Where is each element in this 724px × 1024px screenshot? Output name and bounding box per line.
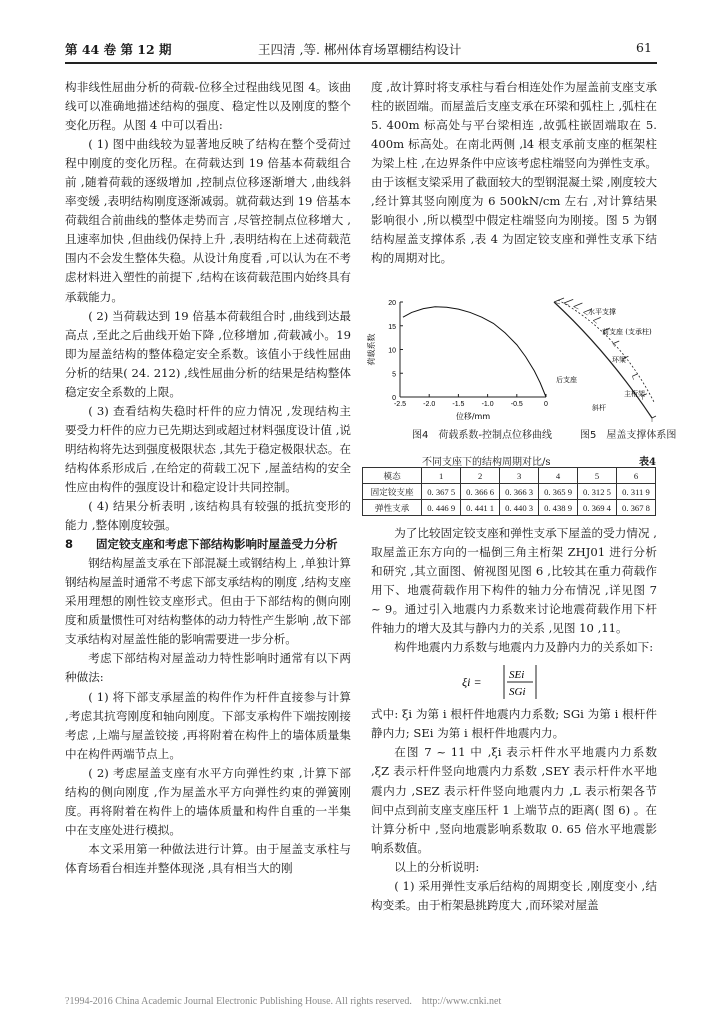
- left-column-paragraph: ( 4) 结果分析表明 ,该结构具有较强的抵抗变形的能力 ,整体刚度较强。: [65, 499, 351, 533]
- fig4-y-tick-label: 5: [392, 371, 396, 379]
- table-cell: 0. 441 1: [461, 500, 500, 516]
- left-column-paragraph: ( 1) 将下部支承屋盖的构件作为杆件直接参与计算 ,考虑其抗弯刚度和轴向刚度。下部支承构件下端按刚接考虑 ,上端与屋盖铰接 ,再将附着在构件上的墙体质量集中在构件两端节点上。: [65, 689, 351, 761]
- fig4-x-tick-label: -1.0: [481, 401, 494, 408]
- fig5-truss-member: [593, 317, 601, 320]
- right-after-formula-paragraph: ( 1) 采用弹性支承后结构的周期变长 ,刚度变小 ,结构变柔。由于桁架悬挑跨度大 ,而环梁对屋盖: [371, 878, 657, 912]
- fig5-outer-ring: [554, 302, 652, 418]
- fig4-y-axis-label: 荷载系数: [367, 333, 376, 366]
- table-header-cell: 模态: [363, 468, 422, 484]
- header-rule: [65, 62, 657, 64]
- table-cell: 0. 366 3: [500, 484, 539, 500]
- right-bottom-paragraph: 构件地震内力系数与地震内力及静内力的关系如下:: [394, 640, 654, 655]
- fig5-truss-member: [632, 374, 637, 376]
- fig4-y-tick-label: 10: [388, 347, 396, 355]
- right-top-paragraph: 度 ,故计算时将支承柱与看台相连处作为屋盖前支座支承柱的嵌固端。而屋盖后支座支承在环梁和弧柱上 ,弧柱在 5. 400m 标高处与平台梁相连 ,故弧柱嵌固端取在 5. 400m 标高处。在南北两侧 ,l4 根支承前支座的框架柱为梁上柱 ,在边界条件中应该考虑柱端竖向为弹性支承。由于该框支梁采用了截面较大的型钢混凝土梁 ,刚度较大 ,经计算其竖向刚度为 6 500kN/cm 左右 ,对计算结果影响很小 ,所以模型中假定柱端竖向为刚接。图 5 为钢结构屋盖支撑体系 ,表 4 为固定铰支座和弹性支承下结构的周期对比。: [371, 80, 657, 266]
- table-header-cell: 2: [461, 468, 500, 484]
- fig4-x-axis-label: 位移/mm: [455, 412, 491, 421]
- fig4-y-tick-label: 15: [388, 323, 396, 331]
- fig5-diagonal-member: [583, 312, 587, 315]
- fig5-diagonal-member: [593, 321, 597, 324]
- copyright-footer: ?1994-2016 China Academic Journal Electronic Publishing House. All rights reserved. http://www.cnki.net: [65, 996, 502, 1007]
- left-column-paragraph: 构非线性屈曲分析的荷载-位移全过程曲线见图 4。该曲线可以准确地描述结构的强度、稳定性以及刚度的整个变化历程。从图 4 中可以看出:: [65, 80, 351, 133]
- right-after-formula-paragraph: 在图 7 ~ 11 中 ,ξi 表示杆件水平地震内力系数 ,ξZ 表示杆件竖向地震内力系数 ,SEY 表示杆件水平地震内力 ,SEZ 表示杆件竖向地震内力 ,L 表示桁架各节间中点到前支座支座压杆 1 上端节点的距离( 图 6) 。在计算分析中 ,竖向地震影响系数取 0. 65 倍水平地震影响系数值。: [371, 745, 657, 855]
- left-column-paragraph: ( 3) 查看结构失稳时杆件的应力情况 ,发现结构主要受力杆件的应力已先期达到或超过材料强度设计值 ,说明结构将先达到强度极限状态 ,其先于稳定极限状态。在结构体系形成后 ,在给定的荷载工况下 ,屋盖结构的安全性应由构件的强度设计和稳定设计共同控制。: [65, 403, 351, 494]
- table-header-cell: 3: [500, 468, 539, 484]
- fig5-diagonal-member: [632, 376, 633, 380]
- fig5-truss-member: [564, 299, 573, 303]
- table-header-cell: 5: [578, 468, 617, 484]
- fig5-truss-member: [652, 416, 656, 418]
- table-title: 不同支座下的结构周期对比/s: [422, 457, 551, 468]
- table-cell: 0. 438 9: [539, 500, 578, 516]
- fig4-caption: 图4 荷载系数-控制点位移曲线: [412, 430, 552, 441]
- fig4-x-tick-label: -2.0: [423, 401, 436, 408]
- journal-issue: 第 44 卷 第 12 期: [65, 42, 172, 57]
- fig5-diagonal-member: [574, 307, 579, 309]
- fig5-label: 前支座 (支承柱): [602, 328, 652, 336]
- table-row: [363, 484, 656, 500]
- table-header-cell: 4: [539, 468, 578, 484]
- table-cell: 0. 366 6: [461, 484, 500, 500]
- left-column-paragraph: ( 1) 图中曲线较为显著地反映了结构在整个受荷过程中刚度的变化历程。在荷载达到 19 倍基本荷载组合前 ,随着荷载的逐级增加 ,控制点位移逐渐增大 ,曲线斜率变缓 ,表明结构刚度逐渐减弱。就荷载达到 19 倍基本荷载组合前曲线的整体走势而言 ,尽管控制点位移增大 ,且速率加快 ,但曲线仍保持上升 ,表明结构在上述荷载范围内不会发生整体失稳。从设计角度看 ,可以认为在不考虑材料进入塑性的前提下 ,结构在该荷载范围内始终具有承载能力。: [65, 137, 351, 304]
- fig4-y-tick-label: 20: [388, 300, 396, 307]
- fig5-truss-member: [613, 341, 619, 344]
- fig5-label: 主桁架: [624, 390, 645, 398]
- left-column-paragraph: ( 2) 考虑屋盖支座有水平方向弹性约束 ,计算下部结构的侧向刚度 ,作为屋盖水平方向弹性约束的弹簧刚度。再将附着在构件上的墙体质量和构件自重的一半集中在支座处进行模拟。: [65, 765, 351, 837]
- seismic-coefficient-formula: [371, 661, 657, 701]
- fig4-x-tick-label: -1.5: [452, 401, 465, 408]
- right-column-bottom: [371, 524, 657, 915]
- page-number: 61: [636, 40, 652, 55]
- fig5-label: 后支座: [556, 376, 577, 384]
- fig5-label: 水平支撑: [588, 308, 616, 316]
- table-header-row: [363, 468, 656, 484]
- right-after-formula-paragraph: 式中: ξi 为第 i 根杆件地震内力系数; SGi 为第 i 根杆件静内力; SEi 为第 i 根杆件地震内力。: [371, 707, 657, 741]
- fig4-load-displacement-chart: [366, 292, 556, 427]
- fig5-label: 斜杆: [592, 404, 606, 412]
- table-cell: 0. 440 3: [500, 500, 539, 516]
- left-column-paragraph: 钢结构屋盖支承在下部混凝土或钢结构上 ,单独计算钢结构屋盖时通常不考虑下部支承结构的刚度 ,结构支座采用理想的刚性铰支座形式。但由于下部结构的侧向刚度和质量惯性可对结构整体的动力特性产生影响 ,故下部支承结构对屋盖性能的影响需要进一步分析。: [65, 556, 351, 647]
- table-label: 表4: [639, 457, 656, 468]
- formula-numerator: SEi: [509, 669, 525, 682]
- table-cell: 0. 365 9: [539, 484, 578, 500]
- table-cell: 0. 369 4: [578, 500, 617, 516]
- right-column-top: [371, 78, 657, 268]
- table-cell: 0. 367 5: [422, 484, 461, 500]
- fig5-truss-member: [554, 298, 564, 302]
- formula-denominator: SGi: [509, 686, 526, 699]
- fig5-label: 环梁: [612, 356, 626, 364]
- right-bottom-paragraph: 为了比较固定铰支座和弹性支承下屋盖的受力情况 ,取屋盖正东方向的一榀倒三角主桁架 ZHJ01 进行分析和研究 ,其立面图、俯视图见图 6 ,比较其在重力荷载作用下、地震荷载作用下构件的轴力分布情况 ,详见图 7 ~ 9。通过引入地震内力系数来讨论地震荷载作用下杆件轴力的增大及其与静内力的关系 ,见图 10 ,11。: [371, 526, 657, 636]
- left-column-paragraph: ( 2) 当荷载达到 19 倍基本荷载组合时 ,曲线到达最高点 ,至此之后曲线开始下降 ,位移增加 ,荷载减小。19 即为屋盖结构的整体稳定安全系数。该值小于线性屈曲分析的结果( 24. 212) ,线性屈曲分析的结果是结构整体稳定安全系数的上限。: [65, 308, 351, 399]
- fig4-x-tick-label: -0.5: [510, 401, 523, 408]
- right-after-formula-paragraph: 以上的分析说明:: [394, 859, 480, 874]
- fig5-caption: 图5 屋盖支撑体系图: [580, 430, 677, 441]
- table-cell: 固定铰支座: [363, 484, 422, 500]
- table-cell: 0. 367 8: [616, 500, 655, 516]
- table-header-cell: 1: [422, 468, 461, 484]
- left-column-paragraph: 8 固定铰支座和考虑下部结构影响时屋盖受力分析: [65, 537, 338, 552]
- formula-lhs: ξi =: [462, 675, 482, 690]
- table-header-cell: 6: [616, 468, 655, 484]
- left-column-paragraph: 本文采用第一种做法进行计算。由于屋盖支承柱与体育场看台相连并整体现浇 ,具有相当大的刚: [65, 841, 351, 875]
- running-title: 王四清 ,等. 郴州体育场罩棚结构设计: [258, 42, 462, 57]
- fig4-curve-line: [403, 307, 546, 397]
- left-column-paragraph: 考虑下部结构对屋盖动力特性影响时通常有以下两种做法:: [65, 651, 351, 685]
- fig5-truss-member: [574, 303, 583, 307]
- period-comparison-table: [362, 467, 656, 516]
- table-cell: 0. 446 9: [422, 500, 461, 516]
- table-cell: 弹性支承: [363, 500, 422, 516]
- fig5-roof-bracing-diagram: [548, 292, 658, 422]
- formula-graphic: [434, 661, 594, 701]
- fig4-x-tick-label: -2.5: [393, 401, 407, 408]
- fig4-y-tick-label: 0: [392, 395, 396, 402]
- table-cell: 0. 312 5: [578, 484, 617, 500]
- table-cell: 0. 311 9: [616, 484, 655, 500]
- table-row: [363, 500, 656, 516]
- left-column: [65, 78, 351, 878]
- fig4-x-tick-label: 0: [544, 401, 548, 408]
